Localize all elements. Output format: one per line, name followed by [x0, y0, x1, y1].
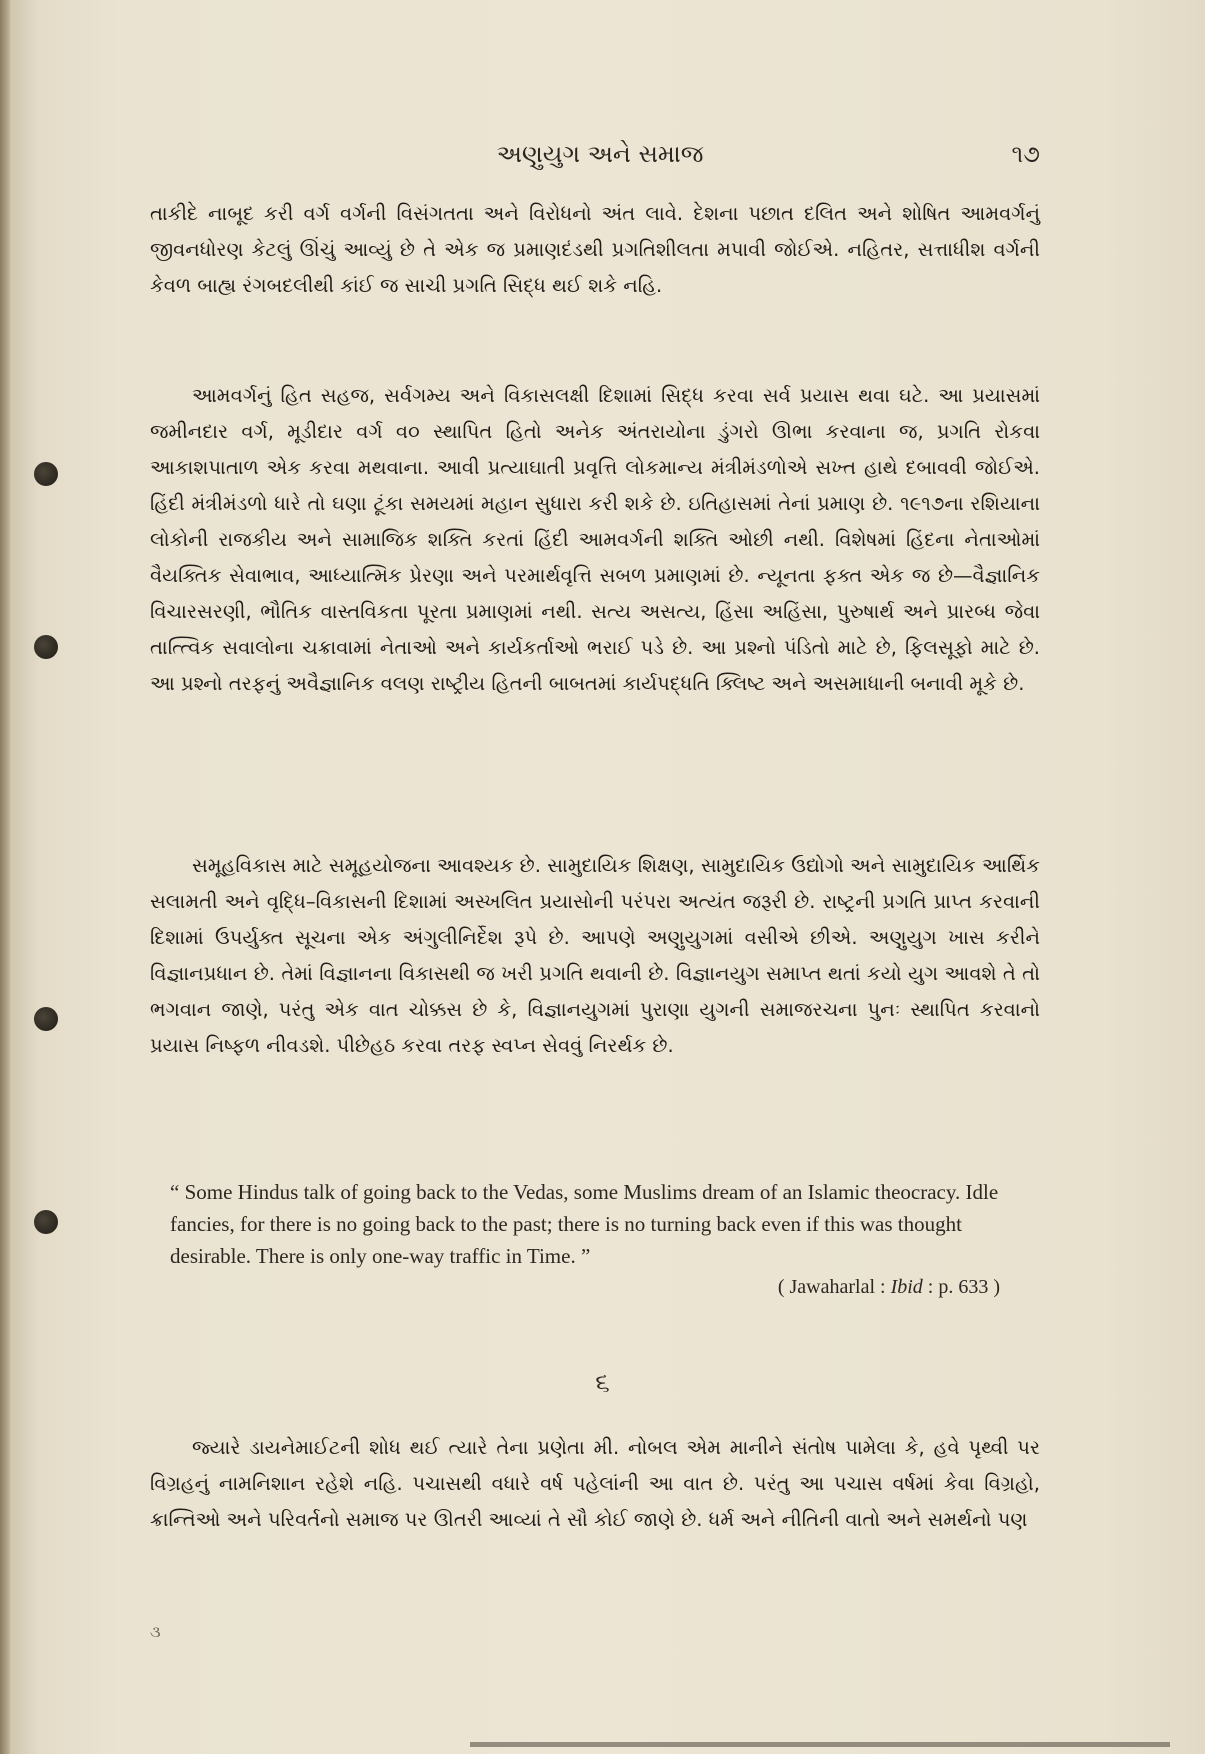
punch-hole	[34, 1210, 58, 1234]
citation-close: : p. 633 )	[922, 1276, 1000, 1298]
paragraph-text: આમવર્ગનું હિત સહજ, સર્વગમ્ય અને વિકાસલક્ષી દિશામાં સિદ્ધ કરવા સર્વ પ્રયાસ થવા ઘટે. આ પ્રયાસમાં જમીનદાર વર્ગ, મૂડીદાર વર્ગ વ૦ સ્થાપિત હિતો અનેક અંતરાયોના ડુંગરો ઊભા કરવાના જ, પ્રગતિ રોકવા આકાશપાતાળ એક કરવા મથવાના. આવી પ્રત્યાઘાતી પ્રવૃત્તિ લોકમાન્ય મંત્રીમંડળોએ સખ્ત હાથે દબાવવી જોઈએ. હિંદી મંત્રીમંડળો ધારે તો ઘણા ટૂંકા સમયમાં મહાન સુધારા કરી શકે છે. ઇતિહાસમાં તેનાં પ્રમાણ છે. ૧૯૧૭ના રશિયાના લોકોની રાજકીય અને સામાજિક શક્તિ કરતાં હિંદી આમવર્ગની શક્તિ ઓછી નથી. વિશેષમાં હિંદના નેતાઓમાં વૈયક્તિક સેવાભાવ, આધ્યાત્મિક પ્રેરણા અને પરમાર્થવૃત્તિ સબળ પ્રમાણમાં છે. ન્યૂનતા ફક્ત એક જ છે—વૈજ્ઞાનિક વિચારસરણી, ભૌતિક વાસ્તવિકતા પૂરતા પ્રમાણમાં નથી. સત્ય અસત્ય, હિંસા અહિંસા, પુરુષાર્થ અને પ્રારબ્ધ જેવા તાત્ત્વિક સવાલોના ચક્રાવામાં નેતાઓ અને કાર્યકર્તાઓ ભરાઈ પડે છે. આ પ્રશ્નો પંડિતો માટે છે, ફિલસૂફો માટે છે. આ પ્રશ્નો તરફનું અવૈજ્ઞાનિક વલણ રાષ્ટ્રીય હિતની બાબતમાં કાર્યપદ્ધતિ ક્લિષ્ટ અને અસમાધાની બનાવી મૂકે છે.	[150, 384, 1040, 695]
paragraph-text: તાકીદે નાબૂદ કરી વર્ગ વર્ગની વિસંગતતા અને વિરોધનો અંત લાવે. દેશના પછાત દલિત અને શોષિત આમવર્ગનું જીવનધોરણ કેટલું ઊંચું આવ્યું છે તે એક જ પ્રમાણદંડથી પ્રગતિશીલતા મપાવી જોઈએ. નહિતર, સત્તાધીશ વર્ગની કેવળ બાહ્ય રંગબદલીથી કાંઈ જ સાચી પ્રગતિ સિદ્ધ થઈ શકે નહિ.	[150, 202, 1040, 297]
signature-mark: ૩	[150, 1622, 161, 1641]
paragraph-4	[150, 1430, 1040, 1538]
punch-hole	[34, 635, 58, 659]
quote-text: “ Some Hindus talk of going back to the Vedas, some Muslims dream of an Islamic theocracy. Idle fancies, for there is no going back to the past; there is no turning back even if this was thought desirable. There is only one-way traffic in Time. ”	[170, 1180, 999, 1268]
punch-hole	[34, 462, 58, 486]
block-quote	[170, 1176, 1020, 1299]
paragraph-1	[150, 196, 1040, 304]
paragraph-text: જ્યારે ડાયનેમાઈટની શોધ થઈ ત્યારે તેના પ્રણેતા મી. નોબલ એમ માનીને સંતોષ પામેલા કે, હવે પૃથ્વી પર વિગ્રહનું નામનિશાન રહેશે નહિ. પચાસથી વધારે વર્ષ પહેલાંની આ વાત છે. પરંતુ આ પચાસ વર્ષમાં કેવા વિગ્રહો, ક્રાન્તિઓ અને પરિવર્તનો સમાજ પર ઊતરી આવ્યાં તે સૌ કોઈ જાણે છે. ધર્મ અને નીતિની વાતો અને સમર્થનો પણ	[150, 1436, 1040, 1531]
quote-citation	[170, 1276, 1020, 1299]
section-number: ૬	[595, 1368, 610, 1398]
paragraph-text: સમૂહવિકાસ માટે સમૂહયોજના આવશ્યક છે. સામુદાયિક શિક્ષણ, સામુદાયિક ઉદ્યોગો અને સામુદાયિક આર્થિક સલામતી અને વૃદ્ધિ–વિકાસની દિશામાં અસ્ખલિત પ્રયાસોની પરંપરા અત્યંત જરૂરી છે. રાષ્ટ્રની પ્રગતિ પ્રાપ્ત કરવાની દિશામાં ઉપર્યુક્ત સૂચના એક અંગુલીનિર્દેશ રૂપે છે. આપણે અણુયુગમાં વસીએ છીએ. અણુયુગ ખાસ કરીને વિજ્ઞાનપ્રધાન છે. તેમાં વિજ્ઞાનના વિકાસથી જ ખરી પ્રગતિ થવાની છે. વિજ્ઞાનયુગ સમાપ્ત થતાં કયો યુગ આવશે તે તો ભગવાન જાણે, પરંતુ એક વાત ચોક્કસ છે કે, વિજ્ઞાનયુગમાં પુરાણા યુગની સમાજરચના પુનઃ સ્થાપિત કરવાનો પ્રયાસ નિષ્ફળ નીવડશે. પીછેહઠ કરવા તરફ સ્વપ્ન સેવવું નિરર્થક છે.	[150, 854, 1040, 1057]
running-title: અણુયુગ અને સમાજ	[496, 140, 704, 168]
punch-hole	[34, 1007, 58, 1031]
citation-ibid: Ibid	[890, 1276, 923, 1298]
bottom-rule	[470, 1742, 1170, 1747]
binding-edge	[0, 0, 10, 1754]
citation-open: ( Jawaharlal :	[777, 1276, 891, 1298]
page-number: ૧૭	[1011, 140, 1040, 168]
paragraph-2	[150, 378, 1040, 702]
running-head	[160, 140, 1040, 174]
paragraph-3	[150, 848, 1040, 1064]
